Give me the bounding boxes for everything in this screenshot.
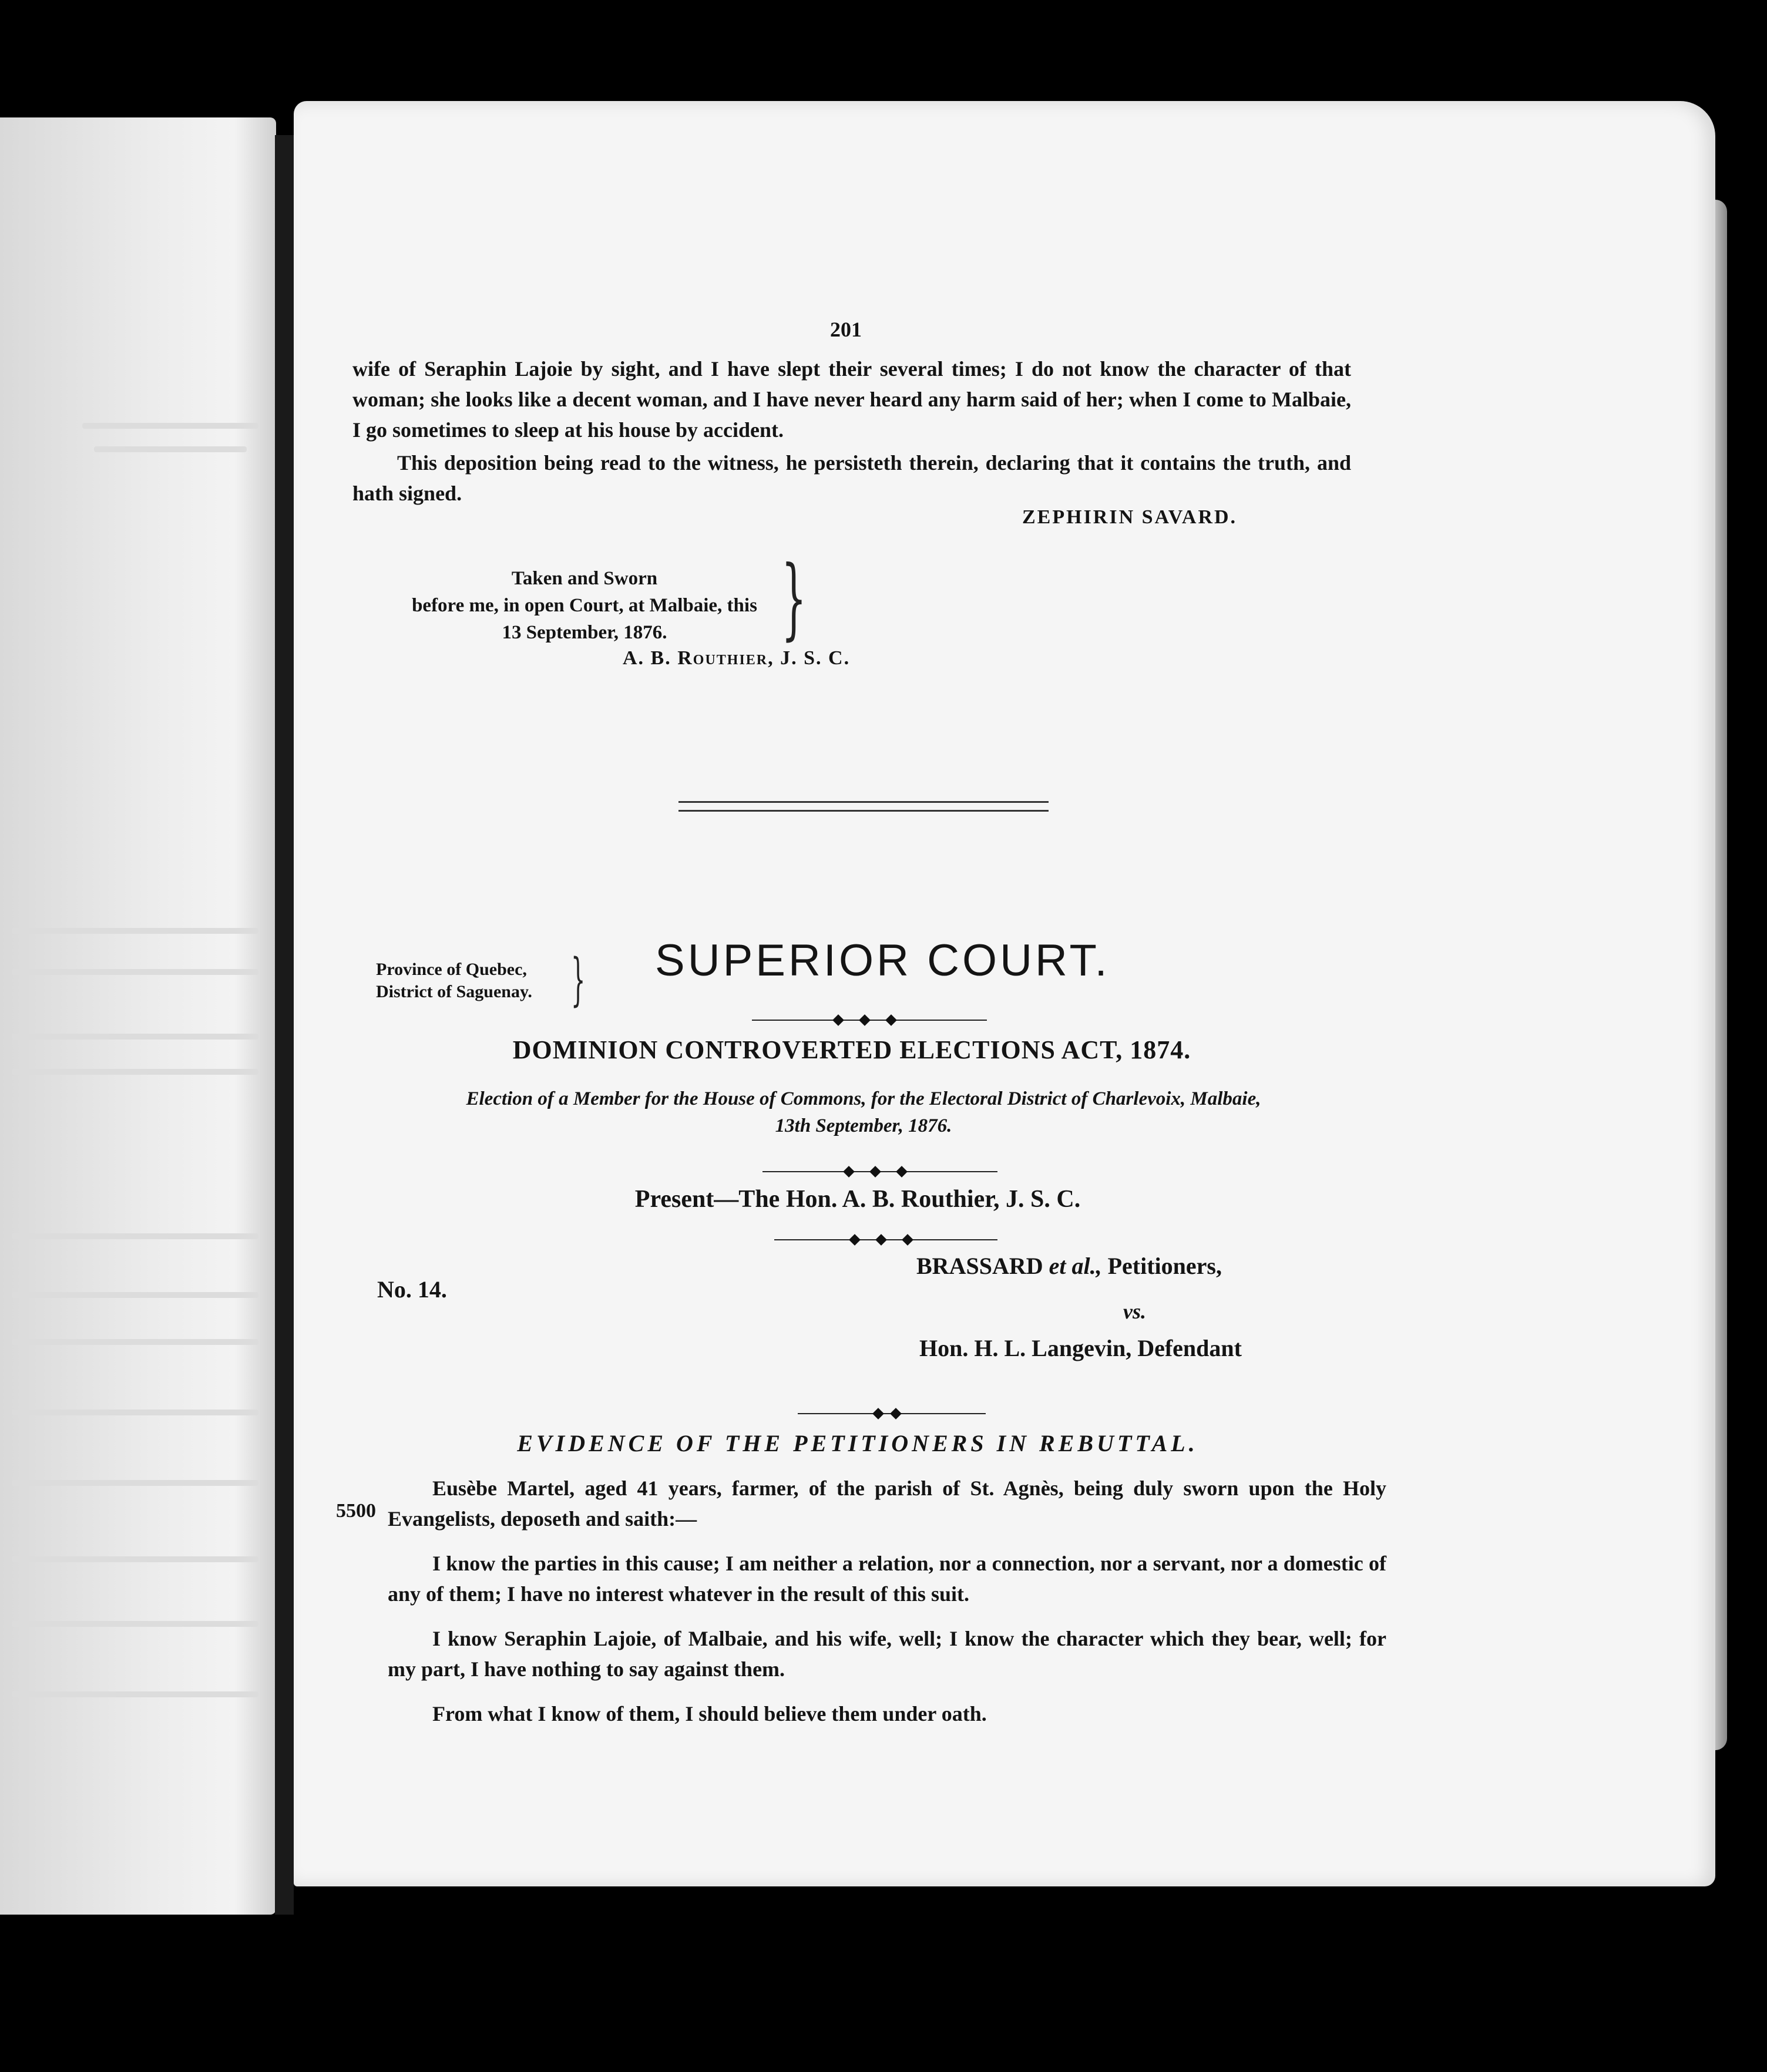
ornament-diamond-icon bbox=[875, 1234, 887, 1246]
ornament-diamond-icon bbox=[859, 1014, 871, 1026]
testimony-paragraph: I know Seraphin Lajoie, of Malbaie, and his wife, well; I know the character which they bear, well; for my part, I have nothing to say against them. bbox=[388, 1627, 1386, 1681]
versus-label: vs. bbox=[1123, 1300, 1146, 1323]
right-brace-icon: } bbox=[571, 947, 586, 1013]
ornament-diamond-icon bbox=[849, 1234, 861, 1246]
testimony-paragraph: From what I know of them, I should believe them under oath. bbox=[432, 1702, 987, 1725]
continuation-paragraph: wife of Seraphin Lajoie by sight, and I have slept their several times; I do not know the character of that woman; she looks like a decent woman, and I have never heard any harm said of her; when I come to Malbaie, I go sometimes to sleep at his house by accident. bbox=[352, 357, 1351, 442]
testimony-paragraph: Eusèbe Martel, aged 41 years, farmer, of the parish of St. Agnès, being duly sworn upon the Holy Evangelists, deposeth and saith:— bbox=[388, 1476, 1386, 1531]
facing-page-faint-text bbox=[12, 1556, 258, 1562]
facing-page-faint-text bbox=[12, 969, 258, 975]
ornament-diamond-icon bbox=[890, 1408, 902, 1420]
book-gutter bbox=[275, 135, 294, 1915]
facing-page-faint-text bbox=[12, 1233, 258, 1239]
present-line: Present—The Hon. A. B. Routhier, J. S. C. bbox=[634, 1186, 1081, 1213]
ornament-diamond-icon bbox=[832, 1014, 844, 1026]
ornamental-rule bbox=[752, 1014, 987, 1027]
ornamental-rule bbox=[762, 1165, 997, 1178]
margin-number: 5500 bbox=[336, 1500, 376, 1522]
evidence-heading: EVIDENCE OF THE PETITIONERS IN REBUTTAL. bbox=[517, 1430, 1198, 1457]
ornament-diamond-icon bbox=[885, 1014, 897, 1026]
facing-page-faint-text bbox=[94, 446, 247, 452]
jurisdiction-line: Province of Quebec, bbox=[376, 960, 527, 979]
witness-signature: ZEPHIRIN SAVARD. bbox=[1022, 506, 1238, 528]
election-line: 13th September, 1876. bbox=[775, 1115, 952, 1136]
facing-page-faint-text bbox=[12, 1069, 258, 1075]
facing-page-faint-text bbox=[12, 1339, 258, 1345]
ornamental-rule bbox=[774, 1233, 997, 1246]
petitioners-role: Petitioners, bbox=[1107, 1253, 1222, 1279]
sworn-line: Taken and Sworn bbox=[511, 568, 658, 589]
facing-page bbox=[0, 117, 276, 1915]
document-page bbox=[294, 101, 1715, 1886]
defendant-line: Hon. H. L. Langevin, Defendant bbox=[919, 1335, 1242, 1361]
petitioners-line bbox=[916, 1252, 1222, 1280]
sworn-block bbox=[352, 565, 817, 646]
sworn-line: 13 September, 1876. bbox=[502, 622, 667, 643]
facing-page-faint-text bbox=[12, 1410, 258, 1415]
election-line: Election of a Member for the House of Commons, for the Electoral District of Charlevoix, Malbaie, bbox=[466, 1088, 1261, 1109]
court-title: SUPERIOR COURT. bbox=[655, 936, 1110, 985]
page-number: 201 bbox=[830, 318, 862, 341]
act-title: DOMINION CONTROVERTED ELECTIONS ACT, 1874. bbox=[512, 1035, 1191, 1064]
facing-page-faint-text bbox=[12, 1480, 258, 1486]
ornament-diamond-icon bbox=[843, 1166, 855, 1178]
ornament-diamond-icon bbox=[902, 1234, 913, 1246]
petitioners-etal: et al., bbox=[1049, 1253, 1102, 1279]
ornamental-rule bbox=[798, 1407, 986, 1420]
jurisdiction-block bbox=[376, 958, 532, 1003]
jurisdiction-line: District of Saguenay. bbox=[376, 982, 532, 1001]
right-brace-icon: } bbox=[781, 547, 807, 650]
ornament-diamond-icon bbox=[896, 1166, 908, 1178]
facing-page-faint-text bbox=[82, 423, 258, 429]
facing-page-faint-text bbox=[12, 1034, 258, 1040]
deposition-note: This deposition being read to the witness, he persisteth therein, declaring that it contains the truth, and hath signed. bbox=[352, 451, 1351, 505]
judge-signature: A. B. Routhier, J. S. C. bbox=[623, 647, 851, 669]
testimony-paragraph: I know the parties in this cause; I am neither a relation, nor a connection, nor a servant, nor a domestic of any of them; I have no interest whatever in the result of this suit. bbox=[388, 1552, 1386, 1606]
facing-page-faint-text bbox=[12, 928, 258, 934]
petitioners-name: BRASSARD bbox=[916, 1253, 1043, 1279]
ornament-diamond-icon bbox=[869, 1166, 881, 1178]
sworn-line: before me, in open Court, at Malbaie, this bbox=[412, 595, 757, 616]
facing-page-faint-text bbox=[12, 1621, 258, 1627]
case-number: No. 14. bbox=[377, 1276, 447, 1303]
testimony-body bbox=[388, 1473, 1386, 1729]
section-divider bbox=[678, 801, 1049, 812]
ornament-diamond-icon bbox=[872, 1408, 884, 1420]
facing-page-faint-text bbox=[12, 1691, 258, 1697]
election-description bbox=[352, 1085, 1375, 1139]
facing-page-faint-text bbox=[12, 1292, 258, 1298]
